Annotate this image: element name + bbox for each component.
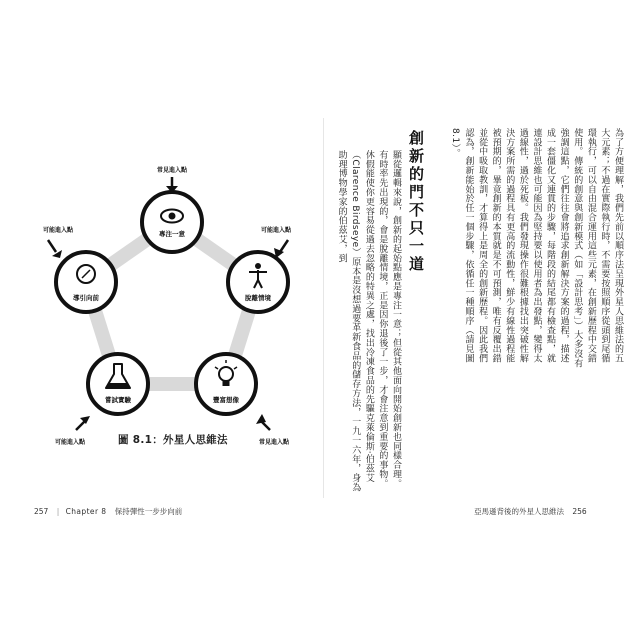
- figure-caption: 圖 8.1：外星人思維法: [118, 434, 228, 446]
- entry-label-top: 常見進入點: [156, 167, 188, 174]
- left-page-number: 257: [34, 507, 49, 516]
- node-try: [88, 354, 148, 414]
- footer-separator: |: [56, 507, 60, 516]
- entry-label-upper-left: 可能進入點: [42, 227, 74, 234]
- node-focus: [142, 192, 202, 252]
- paragraph-top: 為了方便理解，我們先前以順序法呈現外星人思維法的五大元素；不過在實際執行時，不需要按照順序從頭到尾循環執行，可以自由混合運用這些元素，在創新歷程中交錯使用。傳統的創意與創新模式（如「設計思考」）大多沒有強調這點，它們往往會將追求創新解決方案的過程，描述成一套僵化又連貫的步驟，每階段的結尾都有檢查點，就連設計思維也可能因為堅持要以使用者為出發點，變得太過線性，過於死板。我們發現操作很難根據找出突破性解決方案所需的過程具有更高的流動性，鮮少有線性過程能被預期的，畢竟創新的本質就是不可預測，唯有反覆出錯並從中吸取教訓，才算得上是周全的創新歷程。因此我們認為，創新能始於任一個步驟，依循任一種順序（請見圖 8.1）。: [449, 128, 623, 368]
- paragraph-bottom: 顯從邏輯來說，創新的起始點應是專注一意；但從其他面向開始創新也同樣合理。有時率先出現的，會是脫離情境，正是因你退後了一步，才會注意到重要的事物。休假能使你更容易從過去忽略的特異之處，找出冷凍食品的先驅克萊倫斯·伯茲艾（Clarence Birdseye）原本是沒想過要革新食品的儲存方法，一九一六年，身為助理博物學家的伯茲艾，到: [336, 150, 401, 493]
- footer-right: [474, 506, 587, 517]
- entry-upper-left: [43, 226, 73, 258]
- node-label-imagine: 豐富想像: [213, 396, 239, 404]
- entry-label-lower-left: 可能進入點: [54, 439, 86, 446]
- node-label-break: 脫離情境: [245, 294, 271, 302]
- node-imagine: [196, 354, 256, 414]
- entry-label-upper-right: 可能進入點: [260, 227, 292, 234]
- chapter-title: 保持彈性一步步向前: [114, 507, 183, 516]
- book-title: 亞馬遜背後的外星人思維法: [474, 507, 564, 516]
- node-label-guide: 導引向前: [73, 294, 99, 302]
- entry-label-lower-right: 常見進入點: [258, 439, 290, 446]
- footer-left: [34, 506, 182, 517]
- chapter-label: Chapter 8: [65, 507, 107, 516]
- right-page-number: 256: [572, 507, 587, 516]
- entry-lower-right: [256, 414, 289, 446]
- node-guide: [56, 252, 116, 312]
- section-heading: 創新的門不只一道: [407, 130, 425, 274]
- node-label-focus: 專注一意: [159, 230, 185, 238]
- node-label-try: 嘗試實驗: [105, 396, 131, 404]
- entry-top: [157, 166, 187, 193]
- node-break: [228, 252, 288, 312]
- entry-lower-left: [55, 416, 90, 446]
